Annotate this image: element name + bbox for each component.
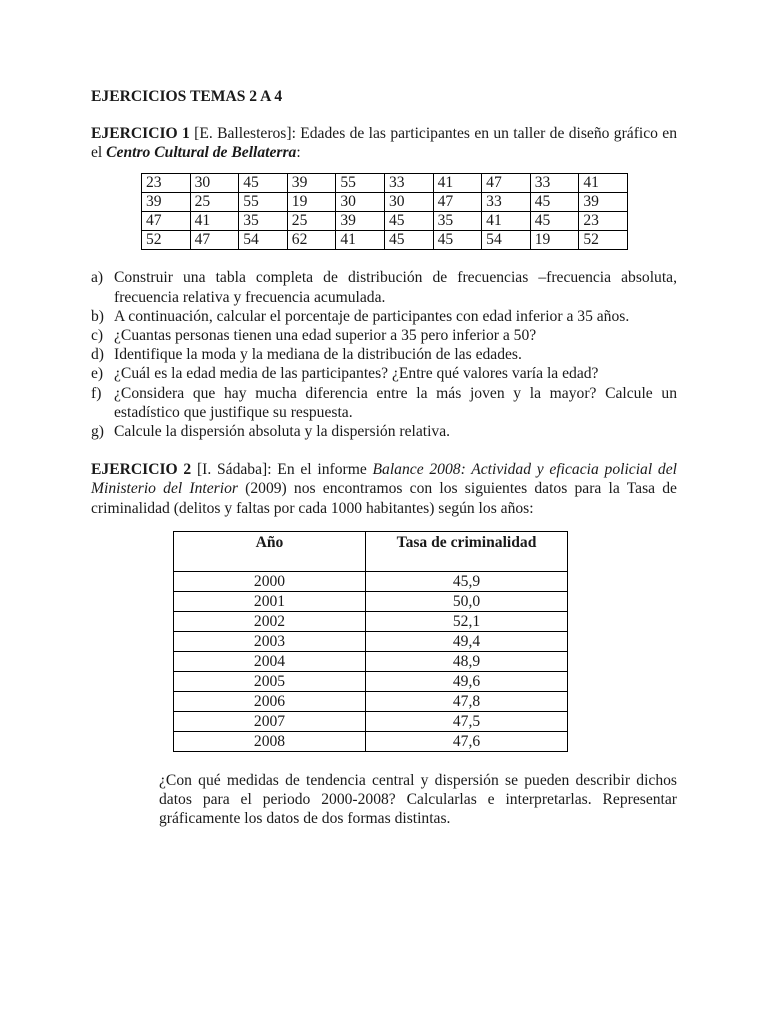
ages-cell: 41 [579,174,628,193]
year-cell: 2006 [174,691,366,711]
question-text: Construir una tabla completa de distribución de frecuencias –frecuencia absoluta, frecuencia relativa y frecuencia acumulada. [114,269,677,306]
ages-cell: 25 [190,193,239,212]
rate-cell: 50,0 [366,591,568,611]
ages-row [142,231,628,250]
question-marker: g) [91,423,104,441]
question-marker: f) [91,384,102,402]
year-cell: 2002 [174,611,366,631]
ages-cell: 54 [239,231,288,250]
ages-cell: 47 [142,212,191,231]
crime-rate-table [173,531,568,752]
ages-cell: 25 [287,212,336,231]
ages-cell: 47 [433,193,482,212]
page-title: EJERCICIOS TEMAS 2 A 4 [91,88,283,105]
question-text: Identifique la moda y la mediana de la distribución de las edades. [114,346,522,364]
rate-cell: 47,6 [366,731,568,751]
rate-cell: 45,9 [366,571,568,591]
crime-row [174,731,568,751]
question-text: ¿Cuál es la edad media de las participantes? ¿Entre qué valores varía la edad? [114,365,599,383]
exercise-2-report: Balance 2008: Actividad y eficacia policial del Ministerio del Interior [91,461,677,498]
question-marker: c) [91,327,104,345]
ages-cell: 41 [482,212,531,231]
ages-cell: 23 [142,174,191,193]
ages-cell: 33 [530,174,579,193]
question-item [91,384,677,422]
year-cell: 2003 [174,631,366,651]
question-marker: b) [91,307,104,325]
crime-row [174,651,568,671]
ages-row [142,212,628,231]
ages-cell: 30 [384,193,433,212]
ages-table [141,173,628,250]
ages-cell: 45 [384,212,433,231]
crime-row [174,691,568,711]
ages-cell: 52 [142,231,191,250]
ages-cell: 33 [482,193,531,212]
ages-cell: 41 [336,231,385,250]
exercise-1-end: : [296,144,301,162]
ages-row [142,174,628,193]
year-cell: 2004 [174,651,366,671]
question-item [91,345,677,364]
year-cell: 2001 [174,591,366,611]
rate-cell: 47,8 [366,691,568,711]
exercise-1-place: Centro Cultural de Bellaterra [106,144,297,162]
ages-cell: 45 [433,231,482,250]
year-cell: 2000 [174,571,366,591]
year-cell: 2007 [174,711,366,731]
question-text: A continuación, calcular el porcentaje de participantes con edad inferior a 35 años. [114,307,630,325]
ages-cell: 41 [190,212,239,231]
ages-cell: 47 [482,174,531,193]
question-item [91,326,677,345]
ages-row [142,193,628,212]
ages-cell: 41 [433,174,482,193]
question-marker: e) [91,365,104,383]
ages-cell: 55 [239,193,288,212]
ages-cell: 33 [384,174,433,193]
question-text: ¿Cuantas personas tienen una edad superior a 35 pero inferior a 50? [114,327,537,345]
ages-cell: 19 [530,231,579,250]
rate-cell: 47,5 [366,711,568,731]
crime-row [174,711,568,731]
crime-row [174,611,568,631]
question-marker: a) [91,269,104,287]
crime-row [174,671,568,691]
exercise-2-rest: (2009) nos encontramos con los siguientes datos para la Tasa de criminalidad (delitos y faltas por cada 1000 habitantes) según los años: [91,480,677,517]
exercise-1-label: EJERCICIO 1 [91,125,190,142]
ages-cell: 45 [239,174,288,193]
crime-row [174,591,568,611]
ages-cell: 47 [190,231,239,250]
ages-cell: 35 [433,212,482,231]
ages-cell: 39 [142,193,191,212]
exercise-2-question: ¿Con qué medidas de tendencia central y dispersión se pueden describir dichos datos para el periodo 2000-2008? Calcularlas e interpretarlas. Representar gráficamente los datos de dos formas distintas. [159,771,677,828]
rate-cell: 52,1 [366,611,568,631]
ages-cell: 45 [530,212,579,231]
ages-cell: 52 [579,231,628,250]
ages-cell: 39 [579,193,628,212]
exercise-2-label: EJERCICIO 2 [91,461,192,479]
question-item [91,364,677,383]
exercise-1-statement [91,124,677,162]
question-item [91,307,677,326]
question-marker: d) [91,346,104,364]
crime-row [174,571,568,591]
ages-cell: 45 [384,231,433,250]
ages-cell: 55 [336,174,385,193]
question-text: Calcule la dispersión absoluta y la dispersión relativa. [114,423,451,441]
year-cell: 2008 [174,731,366,751]
ages-cell: 39 [336,212,385,231]
question-text: ¿Considera que hay mucha diferencia entre la más joven y la mayor? Calcule un estadístico que justifique su respuesta. [114,384,677,421]
document [91,87,677,828]
ages-cell: 19 [287,193,336,212]
column-header-rate: Tasa de criminalidad [366,531,568,552]
question-item [91,422,677,441]
crime-row [174,631,568,651]
ages-cell: 23 [579,212,628,231]
ages-cell: 62 [287,231,336,250]
ages-cell: 30 [336,193,385,212]
question-item [91,268,677,306]
exercise-2-statement [91,460,677,518]
ages-cell: 45 [530,193,579,212]
ages-cell: 39 [287,174,336,193]
ages-cell: 54 [482,231,531,250]
rate-cell: 49,4 [366,631,568,651]
exercise-2-author: [I. Sádaba]: En el informe [191,461,373,479]
header-spacer-row [174,552,568,572]
column-header-year: Año [174,531,366,552]
rate-cell: 48,9 [366,651,568,671]
ages-cell: 30 [190,174,239,193]
year-cell: 2005 [174,671,366,691]
ages-cell: 35 [239,212,288,231]
exercise-1-author: [E. Ballesteros]: Edades de las participantes en un taller de diseño gráfico en el [91,125,677,162]
rate-cell: 49,6 [366,671,568,691]
exercise-1-questions [91,268,677,441]
